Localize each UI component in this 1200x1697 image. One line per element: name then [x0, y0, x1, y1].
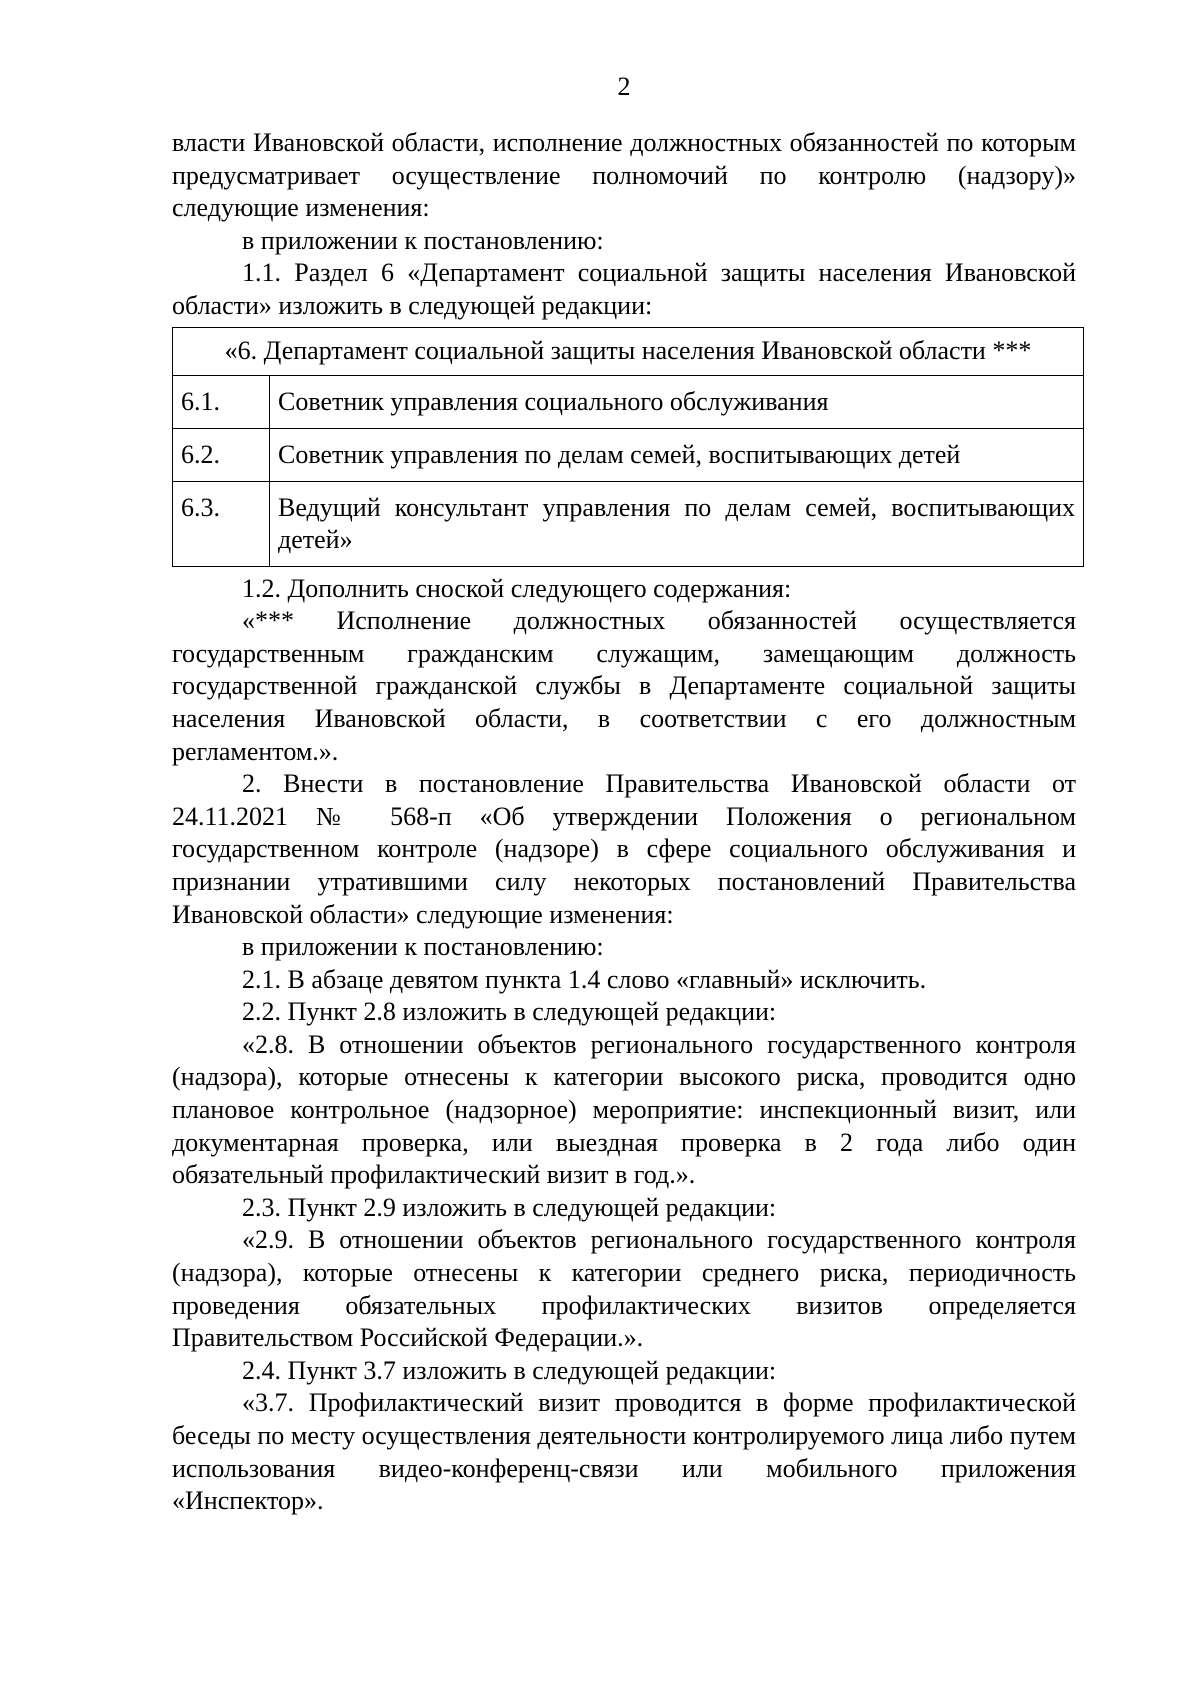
paragraph-footnote: «*** Исполнение должностных обязанностей осуществляется государственным гражданским служащим, замещающим должность государственной гражданской службы в Департаменте социальной защиты населения Ивановской области, в соответствии с его должностным регламентом.».: [172, 606, 1076, 766]
paragraph-2: 2. Внести в постановление Правительства Ивановской области от 24.11.2021 № 568-п «Об утверждении Положения о региональном государственном контроле (надзоре) в сфере социального обслуживания и признании утратившими силу некоторых постановлений Правительства Ивановской области» следующие изменения:: [172, 769, 1076, 929]
paragraph-2-8-text: «2.8. В отношении объектов регионального государственного контроля (надзора), которые отнесены к категории высокого риска, проводится одно плановое контрольное (надзорное) мероприятие: инспекционный визит, или документарная проверка, или выездная проверка в 2 года либо один обязательный профилактический визит в год.».: [172, 1029, 1076, 1190]
paragraph-continuation: власти Ивановской области, исполнение должностных обязанностей по которым предусматривает осуществление полномочий по контролю (надзору)» следующие изменения:: [172, 128, 1076, 223]
paragraph-3-7-text: «3.7. Профилактический визит проводится в форме профилактической беседы по месту осуществления деятельности контролируемого лица либо путем использования видео-конференц-связи или мобильного приложения «Инспектор».: [172, 1388, 1076, 1516]
paragraph-2-3: 2.3. Пункт 2.9 изложить в следующей редакции:: [242, 1192, 777, 1222]
table-cell-position: Ведущий консультант управления по делам семей, воспитывающих детей»: [270, 481, 1084, 566]
paragraph-appendix: в приложении к постановлению:: [242, 225, 604, 255]
paragraph-1-1: 1.1. Раздел 6 «Департамент социальной защиты населения Ивановской области» изложить в следующей редакции:: [172, 258, 1076, 320]
paragraph-appendix-2: в приложении к постановлению:: [242, 932, 604, 962]
table-cell-number: 6.3.: [173, 481, 270, 566]
table-cell-number: 6.1.: [173, 375, 270, 428]
paragraph-2-1: 2.1. В абзаце девятом пункта 1.4 слово «главный» исключить.: [242, 964, 927, 994]
table-row: [173, 481, 1084, 566]
table-cell-position: Советник управления по делам семей, воспитывающих детей: [270, 428, 1084, 481]
positions-table: [172, 327, 1084, 567]
table-header-row: [173, 327, 1084, 375]
table-cell-number: 6.2.: [173, 428, 270, 481]
table-row: [173, 428, 1084, 481]
table-row: [173, 375, 1084, 428]
paragraph-1-2: 1.2. Дополнить сноской следующего содержания:: [242, 573, 792, 603]
paragraph-2-4: 2.4. Пункт 3.7 изложить в следующей редакции:: [242, 1355, 777, 1385]
paragraph-2-2: 2.2. Пункт 2.8 изложить в следующей редакции:: [242, 997, 777, 1027]
page-number: 2: [617, 72, 631, 101]
document-body: [172, 127, 1076, 1518]
table-cell-position: Советник управления социального обслуживания: [270, 375, 1084, 428]
paragraph-2-9-text: «2.9. В отношении объектов регионального государственного контроля (надзора), которые отнесены к категории среднего риска, периодичность проведения обязательных профилактических визитов определяется Правительством Российской Федерации.».: [172, 1225, 1076, 1353]
table-header-cell: «6. Департамент социальной защиты населения Ивановской области ***: [173, 327, 1084, 375]
